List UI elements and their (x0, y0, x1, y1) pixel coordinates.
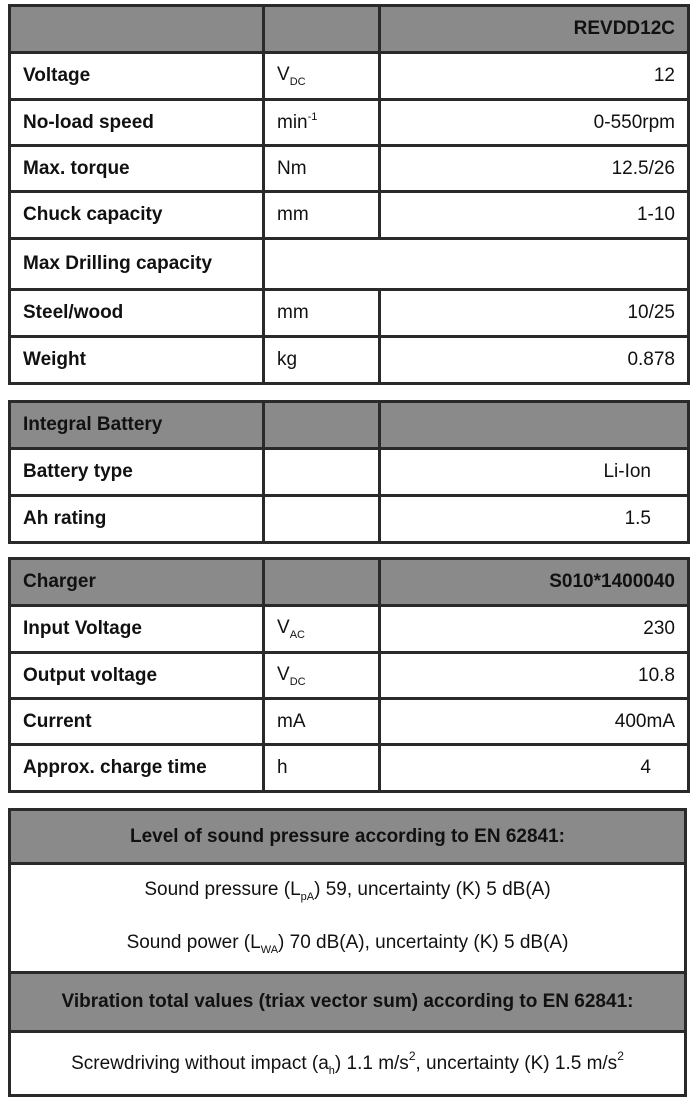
vibration-line: Screwdriving without impact $(a_h)$ 1.1 $m/s^2$, uncertainty (K) 1.5 $m/s^2$ (71, 1049, 624, 1077)
row-label: Battery type (10, 449, 264, 496)
battery-header-row (10, 402, 689, 449)
spec-header-blank-2 (264, 6, 380, 53)
battery-header-blank-1 (264, 402, 380, 449)
spec-table (8, 4, 690, 385)
row-label: Voltage (10, 53, 264, 100)
sound-title: Level of sound pressure according to EN 62841: (10, 810, 686, 864)
charger-header-blank (264, 559, 380, 606)
charger-header-row (10, 559, 689, 606)
table-row (10, 606, 689, 653)
vibration-title: Vibration total values (triax vector sum) according to EN 62841: (10, 973, 686, 1032)
table-row (10, 449, 689, 496)
row-value: 1-10 (380, 192, 689, 239)
row-value: 10.8 (380, 653, 689, 699)
spec-header-blank-1 (10, 6, 264, 53)
row-unit: $V_{DC}$ (264, 53, 380, 100)
row-label: Approx. charge time (10, 745, 264, 792)
row-unit: kg (264, 337, 380, 384)
table-row (10, 290, 689, 337)
row-unit: $V_{DC}$ (264, 653, 380, 699)
row-value: 1.5 (380, 496, 689, 543)
sound-body-row (10, 864, 686, 975)
row-label: No-load speed (10, 100, 264, 146)
charger-table (8, 557, 690, 793)
table-row (10, 699, 689, 745)
table-row (10, 745, 689, 792)
table-row (10, 337, 689, 384)
row-value: Li-Ion (380, 449, 689, 496)
row-label: Weight (10, 337, 264, 384)
row-value: 10/25 (380, 290, 689, 337)
row-unit (264, 449, 380, 496)
row-value: 4 (380, 745, 689, 792)
sound-body (10, 864, 686, 975)
table-row (10, 496, 689, 543)
row-label: Steel/wood (10, 290, 264, 337)
sound-header-row (10, 810, 686, 864)
row-merged-blank (264, 239, 689, 290)
table-row (10, 653, 689, 699)
table-row (10, 100, 689, 146)
sound-box (8, 808, 687, 976)
sound-pressure-line: Sound pressure $(L_{pA})$ 59, uncertainty (K) 5 dB(A) (144, 879, 551, 903)
row-label: Max. torque (10, 146, 264, 192)
vibration-body (10, 1032, 686, 1096)
row-label: Output voltage (10, 653, 264, 699)
table-row (10, 192, 689, 239)
vibration-box (8, 971, 687, 1097)
row-value: 0-550rpm (380, 100, 689, 146)
charger-model: S010*1400040 (380, 559, 689, 606)
spec-header-row (10, 6, 689, 53)
row-label: Current (10, 699, 264, 745)
row-unit: $\min^{-1}$ (264, 100, 380, 146)
vibration-header-row (10, 973, 686, 1032)
spec-model: REVDD12C (380, 6, 689, 53)
sound-power-line: Sound power $(L_{WA})$ 70 dB(A), uncertainty (K) 5 dB(A) (126, 932, 569, 956)
battery-title: Integral Battery (10, 402, 264, 449)
row-value: 12.5/26 (380, 146, 689, 192)
row-value: 400mA (380, 699, 689, 745)
row-unit: h (264, 745, 380, 792)
row-unit: $V_{AC}$ (264, 606, 380, 653)
row-label: Chuck capacity (10, 192, 264, 239)
row-label: Max Drilling capacity (10, 239, 264, 290)
row-value: 0.878 (380, 337, 689, 384)
table-row (10, 239, 689, 290)
row-value: 12 (380, 53, 689, 100)
charger-title: Charger (10, 559, 264, 606)
row-value: 230 (380, 606, 689, 653)
table-row (10, 53, 689, 100)
row-unit (264, 496, 380, 543)
battery-table (8, 400, 690, 544)
row-unit: mA (264, 699, 380, 745)
row-unit: mm (264, 290, 380, 337)
battery-header-blank-2 (380, 402, 689, 449)
row-unit: mm (264, 192, 380, 239)
table-row (10, 146, 689, 192)
row-label: Input Voltage (10, 606, 264, 653)
vibration-body-row (10, 1032, 686, 1096)
row-label: Ah rating (10, 496, 264, 543)
row-unit: Nm (264, 146, 380, 192)
